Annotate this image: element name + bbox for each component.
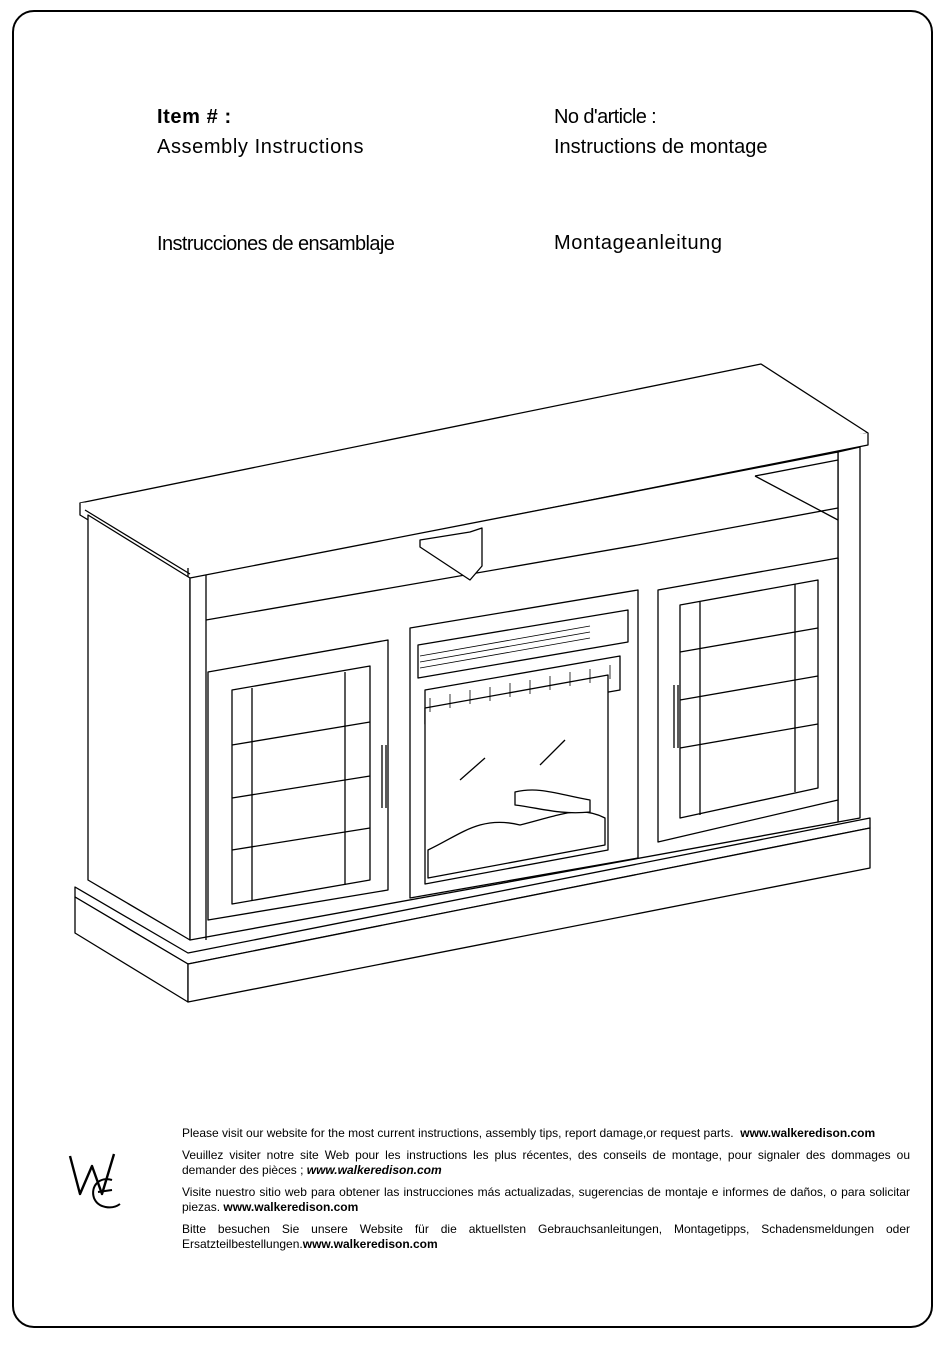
- tv-stand-illustration: [70, 355, 880, 1015]
- notice-fr-text: Veuillez visiter notre site Web pour les instructions les plus récentes, des conseils de montage, pour signaler des dommages ou demander des pièces ;: [182, 1148, 910, 1177]
- assembly-instructions-de: Montageanleitung: [554, 232, 723, 254]
- assembly-instructions-es: Instrucciones de ensamblaje: [157, 233, 395, 255]
- notice-es: [182, 1185, 910, 1215]
- item-number-label: Item # :: [157, 106, 232, 128]
- notice-de: [182, 1222, 910, 1252]
- walker-edison-logo: [62, 1146, 128, 1218]
- item-number-label-fr: No d'article :: [554, 106, 657, 128]
- notice-de-text: Bitte besuchen Sie unsere Website für die aktuellsten Gebrauchsanleitungen, Montagetipps, Schadensmeldungen oder Ersatzteilbestellungen.: [182, 1222, 910, 1251]
- notice-es-text: Visite nuestro sitio web para obtener las instrucciones más actualizadas, sugerencias de montaje e informes de daños, o para solicitar piezas.: [182, 1185, 910, 1214]
- notice-fr-url[interactable]: www.walkeredison.com: [306, 1163, 442, 1177]
- notice-es-url[interactable]: www.walkeredison.com: [223, 1200, 359, 1214]
- assembly-instructions-en: Assembly Instructions: [157, 136, 365, 158]
- notice-en: [182, 1126, 910, 1141]
- assembly-instructions-fr: Instructions de montage: [554, 136, 768, 158]
- notice-fr: [182, 1148, 910, 1178]
- notice-en-url[interactable]: www.walkeredison.com: [740, 1126, 876, 1140]
- notice-en-text: Please visit our website for the most current instructions, assembly tips, report damage,or request parts.: [182, 1126, 734, 1140]
- website-notice: [182, 1126, 910, 1259]
- notice-de-url[interactable]: www.walkeredison.com: [302, 1237, 438, 1251]
